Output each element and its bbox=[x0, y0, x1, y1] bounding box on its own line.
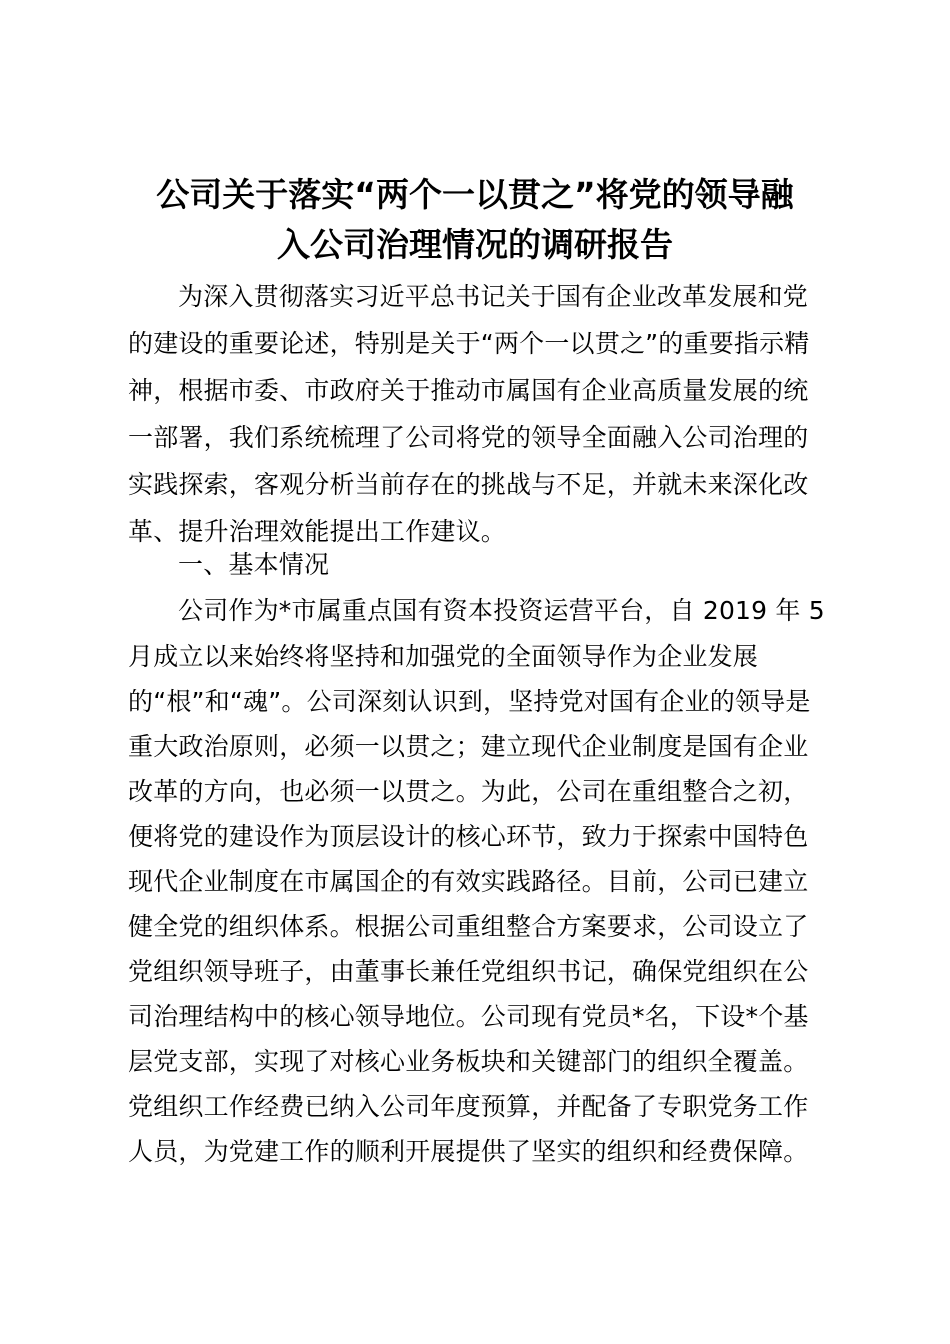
paragraph-2-line-1: 公司作为*市属重点国有资本投资运营平台，自 2019 年 5 bbox=[178, 596, 825, 625]
paragraph-1-line-4: 一部署，我们系统梳理了公司将党的领导全面融入公司治理的 bbox=[128, 423, 809, 452]
section-heading-1: 一、基本情况 bbox=[178, 550, 330, 579]
paragraph-2-line-13: 人员，为党建工作的顺利开展提供了坚实的组织和经费保障。 bbox=[128, 1137, 809, 1166]
paragraph-2-line-5: 改革的方向，也必须一以贯之。为此，公司在重组整合之初， bbox=[128, 777, 809, 806]
paragraph-2-line-2: 月成立以来始终将坚持和加强党的全面领导作为企业发展 bbox=[128, 642, 759, 671]
paragraph-2-line-11: 层党支部，实现了对核心业务板块和关键部门的组织全覆盖。 bbox=[128, 1047, 809, 1076]
paragraph-1-line-5: 实践探索，客观分析当前存在的挑战与不足，并就未来深化改 bbox=[128, 470, 809, 499]
paragraph-2-line-12: 党组织工作经费已纳入公司年度预算，并配备了专职党务工作 bbox=[128, 1092, 809, 1121]
document-title-line-2: 入公司治理情况的调研报告 bbox=[277, 225, 673, 264]
document-title-line-1: 公司关于落实“两个一以贯之”将党的领导融 bbox=[156, 175, 794, 214]
paragraph-2-line-6: 便将党的建设作为顶层设计的核心环节，致力于探索中国特色 bbox=[128, 822, 809, 851]
paragraph-2-line-10: 司治理结构中的核心领导地位。公司现有党员*名，下设*个基 bbox=[128, 1002, 809, 1031]
paragraph-2-line-4: 重大政治原则，必须一以贯之；建立现代企业制度是国有企业 bbox=[128, 732, 809, 761]
paragraph-2-line-3: 的“根”和“魂”。公司深刻认识到，坚持党对国有企业的领导是 bbox=[128, 687, 811, 716]
paragraph-1-line-3: 神，根据市委、市政府关于推动市属国有企业高质量发展的统 bbox=[128, 376, 809, 405]
paragraph-2-line-9: 党组织领导班子，由董事长兼任党组织书记，确保党组织在公 bbox=[128, 957, 809, 986]
paragraph-2-line-7: 现代企业制度在市属国企的有效实践路径。目前，公司已建立 bbox=[128, 867, 809, 896]
paragraph-1-line-2: 的建设的重要论述，特别是关于“两个一以贯之”的重要指示精 bbox=[128, 329, 810, 358]
paragraph-1-line-6: 革、提升治理效能提出工作建议。 bbox=[128, 517, 507, 546]
paragraph-1-line-1: 为深入贯彻落实习近平总书记关于国有企业改革发展和党 bbox=[178, 282, 809, 311]
paragraph-2-line-8: 健全党的组织体系。根据公司重组整合方案要求，公司设立了 bbox=[128, 912, 809, 941]
